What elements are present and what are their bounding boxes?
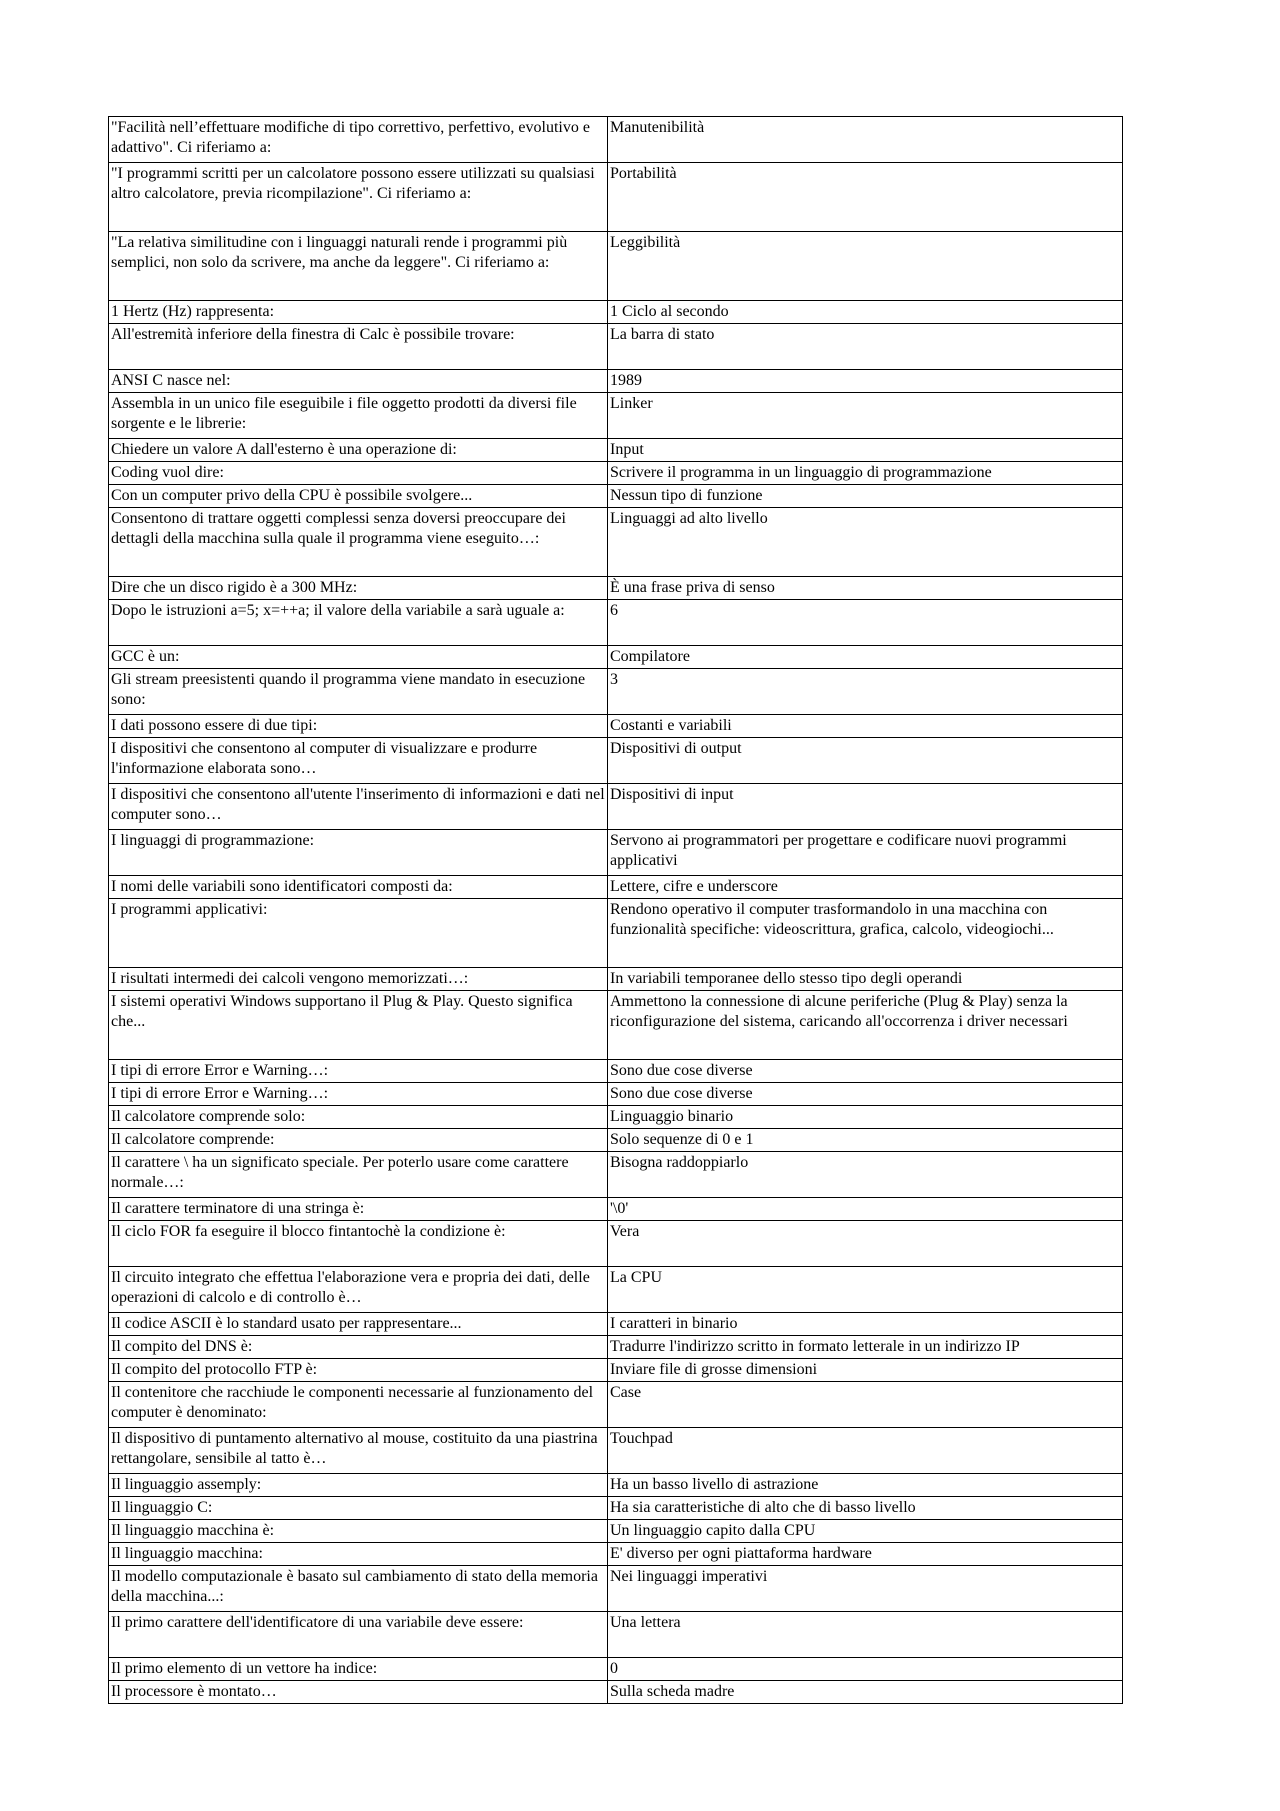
answer-cell: Bisogna raddoppiarlo (608, 1152, 1123, 1198)
question-cell: Il circuito integrato che effettua l'elaborazione vera e propria dei dati, delle operazioni di calcolo e di controllo è… (109, 1267, 608, 1313)
answer-cell: Una lettera (608, 1612, 1123, 1658)
table-row (109, 991, 1123, 1060)
question-cell: GCC è un: (109, 646, 608, 669)
answer-cell: Input (608, 439, 1123, 462)
question-cell: Il modello computazionale è basato sul cambiamento di stato della memoria della macchina...: (109, 1566, 608, 1612)
table-row (109, 1658, 1123, 1681)
table-row (109, 1221, 1123, 1267)
table-row (109, 393, 1123, 439)
answer-cell: Sono due cose diverse (608, 1083, 1123, 1106)
answer-cell: Case (608, 1382, 1123, 1428)
answer-cell: Linker (608, 393, 1123, 439)
table-row (109, 324, 1123, 370)
table-row (109, 301, 1123, 324)
answer-cell: Ha un basso livello di astrazione (608, 1474, 1123, 1497)
question-cell: I dispositivi che consentono al computer di visualizzare e produrre l'informazione elaborata sono… (109, 738, 608, 784)
qa-table-body (109, 117, 1123, 1704)
question-cell: I tipi di errore Error e Warning…: (109, 1083, 608, 1106)
answer-cell: Manutenibilità (608, 117, 1123, 163)
question-cell: Il compito del DNS è: (109, 1336, 608, 1359)
question-cell: Il primo carattere dell'identificatore di una variabile deve essere: (109, 1612, 608, 1658)
table-row (109, 1313, 1123, 1336)
question-cell: Il processore è montato… (109, 1681, 608, 1704)
question-cell: I sistemi operativi Windows supportano il Plug & Play. Questo significa che... (109, 991, 608, 1060)
answer-cell: È una frase priva di senso (608, 577, 1123, 600)
question-cell: Assembla in un unico file eseguibile i file oggetto prodotti da diversi file sorgente e le librerie: (109, 393, 608, 439)
answer-cell: Sono due cose diverse (608, 1060, 1123, 1083)
table-row (109, 899, 1123, 968)
answer-cell: Linguaggi ad alto livello (608, 508, 1123, 577)
question-cell: ANSI C nasce nel: (109, 370, 608, 393)
question-cell: "La relativa similitudine con i linguaggi naturali rende i programmi più semplici, non solo da scrivere, ma anche da leggere". Ci riferiamo a: (109, 232, 608, 301)
table-row (109, 738, 1123, 784)
table-row (109, 1106, 1123, 1129)
table-row (109, 876, 1123, 899)
answer-cell: Dispositivi di input (608, 784, 1123, 830)
question-cell: Gli stream preesistenti quando il programma viene mandato in esecuzione sono: (109, 669, 608, 715)
question-cell: I risultati intermedi dei calcoli vengono memorizzati…: (109, 968, 608, 991)
table-row (109, 646, 1123, 669)
table-row (109, 1152, 1123, 1198)
question-cell: Chiedere un valore A dall'esterno è una operazione di: (109, 439, 608, 462)
answer-cell: Vera (608, 1221, 1123, 1267)
answer-cell: Dispositivi di output (608, 738, 1123, 784)
table-row (109, 163, 1123, 232)
question-cell: I tipi di errore Error e Warning…: (109, 1060, 608, 1083)
table-row (109, 1129, 1123, 1152)
answer-cell: Un linguaggio capito dalla CPU (608, 1520, 1123, 1543)
answer-cell: 1 Ciclo al secondo (608, 301, 1123, 324)
question-cell: Dire che un disco rigido è a 300 MHz: (109, 577, 608, 600)
table-row (109, 1612, 1123, 1658)
answer-cell: I caratteri in binario (608, 1313, 1123, 1336)
question-cell: Con un computer privo della CPU è possibile svolgere... (109, 485, 608, 508)
answer-cell: Rendono operativo il computer trasformandolo in una macchina con funzionalità specifiche: videoscrittura, grafica, calcolo, videogiochi... (608, 899, 1123, 968)
table-row (109, 784, 1123, 830)
question-cell: I dati possono essere di due tipi: (109, 715, 608, 738)
question-cell: Il compito del protocollo FTP è: (109, 1359, 608, 1382)
table-row (109, 1267, 1123, 1313)
answer-cell: Sulla scheda madre (608, 1681, 1123, 1704)
answer-cell: Leggibilità (608, 232, 1123, 301)
table-row (109, 577, 1123, 600)
table-row (109, 1083, 1123, 1106)
answer-cell: 1989 (608, 370, 1123, 393)
table-row (109, 1359, 1123, 1382)
answer-cell: 3 (608, 669, 1123, 715)
answer-cell: Costanti e variabili (608, 715, 1123, 738)
answer-cell: 6 (608, 600, 1123, 646)
question-cell: Coding vuol dire: (109, 462, 608, 485)
answer-cell: Tradurre l'indirizzo scritto in formato letterale in un indirizzo IP (608, 1336, 1123, 1359)
answer-cell: Linguaggio binario (608, 1106, 1123, 1129)
answer-cell: Touchpad (608, 1428, 1123, 1474)
question-cell: I programmi applicativi: (109, 899, 608, 968)
question-cell: 1 Hertz (Hz) rappresenta: (109, 301, 608, 324)
table-row (109, 1198, 1123, 1221)
question-cell: Il primo elemento di un vettore ha indice: (109, 1658, 608, 1681)
question-cell: Il calcolatore comprende solo: (109, 1106, 608, 1129)
table-row (109, 715, 1123, 738)
table-row (109, 485, 1123, 508)
question-cell: "I programmi scritti per un calcolatore possono essere utilizzati su qualsiasi altro calcolatore, previa ricompilazione". Ci riferiamo a: (109, 163, 608, 232)
question-cell: All'estremità inferiore della finestra di Calc è possibile trovare: (109, 324, 608, 370)
table-row (109, 1060, 1123, 1083)
question-cell: Il carattere \ ha un significato speciale. Per poterlo usare come carattere normale…: (109, 1152, 608, 1198)
question-cell: Il calcolatore comprende: (109, 1129, 608, 1152)
question-cell: Il linguaggio C: (109, 1497, 608, 1520)
question-cell: Il dispositivo di puntamento alternativo al mouse, costituito da una piastrina rettangolare, sensibile al tatto è… (109, 1428, 608, 1474)
question-cell: "Facilità nell’effettuare modifiche di tipo correttivo, perfettivo, evolutivo e adattivo". Ci riferiamo a: (109, 117, 608, 163)
answer-cell: In variabili temporanee dello stesso tipo degli operandi (608, 968, 1123, 991)
question-cell: I linguaggi di programmazione: (109, 830, 608, 876)
question-cell: Il codice ASCII è lo standard usato per rappresentare... (109, 1313, 608, 1336)
answer-cell: Scrivere il programma in un linguaggio di programmazione (608, 462, 1123, 485)
table-row (109, 439, 1123, 462)
table-row (109, 1520, 1123, 1543)
table-row (109, 117, 1123, 163)
answer-cell: La CPU (608, 1267, 1123, 1313)
table-row (109, 1497, 1123, 1520)
answer-cell: '\0' (608, 1198, 1123, 1221)
table-row (109, 600, 1123, 646)
table-row (109, 669, 1123, 715)
question-cell: Consentono di trattare oggetti complessi senza doversi preoccupare dei dettagli della macchina sulla quale il programma viene eseguito…: (109, 508, 608, 577)
answer-cell: Portabilità (608, 163, 1123, 232)
question-cell: I dispositivi che consentono all'utente l'inserimento di informazioni e dati nel computer sono… (109, 784, 608, 830)
question-cell: Il linguaggio assemply: (109, 1474, 608, 1497)
answer-cell: E' diverso per ogni piattaforma hardware (608, 1543, 1123, 1566)
question-cell: Il linguaggio macchina è: (109, 1520, 608, 1543)
table-row (109, 232, 1123, 301)
question-cell: Il linguaggio macchina: (109, 1543, 608, 1566)
table-row (109, 462, 1123, 485)
table-row (109, 1566, 1123, 1612)
answer-cell: 0 (608, 1658, 1123, 1681)
answer-cell: Lettere, cifre e underscore (608, 876, 1123, 899)
answer-cell: Nei linguaggi imperativi (608, 1566, 1123, 1612)
table-row (109, 830, 1123, 876)
table-row (109, 1543, 1123, 1566)
question-cell: Il contenitore che racchiude le componenti necessarie al funzionamento del computer è denominato: (109, 1382, 608, 1428)
table-row (109, 1474, 1123, 1497)
table-row (109, 508, 1123, 577)
question-cell: Il carattere terminatore di una stringa è: (109, 1198, 608, 1221)
answer-cell: Servono ai programmatori per progettare e codificare nuovi programmi applicativi (608, 830, 1123, 876)
table-row (109, 370, 1123, 393)
table-row (109, 968, 1123, 991)
answer-cell: Solo sequenze di 0 e 1 (608, 1129, 1123, 1152)
table-row (109, 1428, 1123, 1474)
table-row (109, 1681, 1123, 1704)
answer-cell: La barra di stato (608, 324, 1123, 370)
table-row (109, 1382, 1123, 1428)
answer-cell: Compilatore (608, 646, 1123, 669)
answer-cell: Nessun tipo di funzione (608, 485, 1123, 508)
qa-table (108, 116, 1123, 1704)
question-cell: Dopo le istruzioni a=5; x=++a; il valore della variabile a sarà uguale a: (109, 600, 608, 646)
table-row (109, 1336, 1123, 1359)
question-cell: Il ciclo FOR fa eseguire il blocco fintantochè la condizione è: (109, 1221, 608, 1267)
answer-cell: Inviare file di grosse dimensioni (608, 1359, 1123, 1382)
question-cell: I nomi delle variabili sono identificatori composti da: (109, 876, 608, 899)
answer-cell: Ha sia caratteristiche di alto che di basso livello (608, 1497, 1123, 1520)
answer-cell: Ammettono la connessione di alcune periferiche (Plug & Play) senza la riconfigurazione del sistema, caricando all'occorrenza i driver necessari (608, 991, 1123, 1060)
